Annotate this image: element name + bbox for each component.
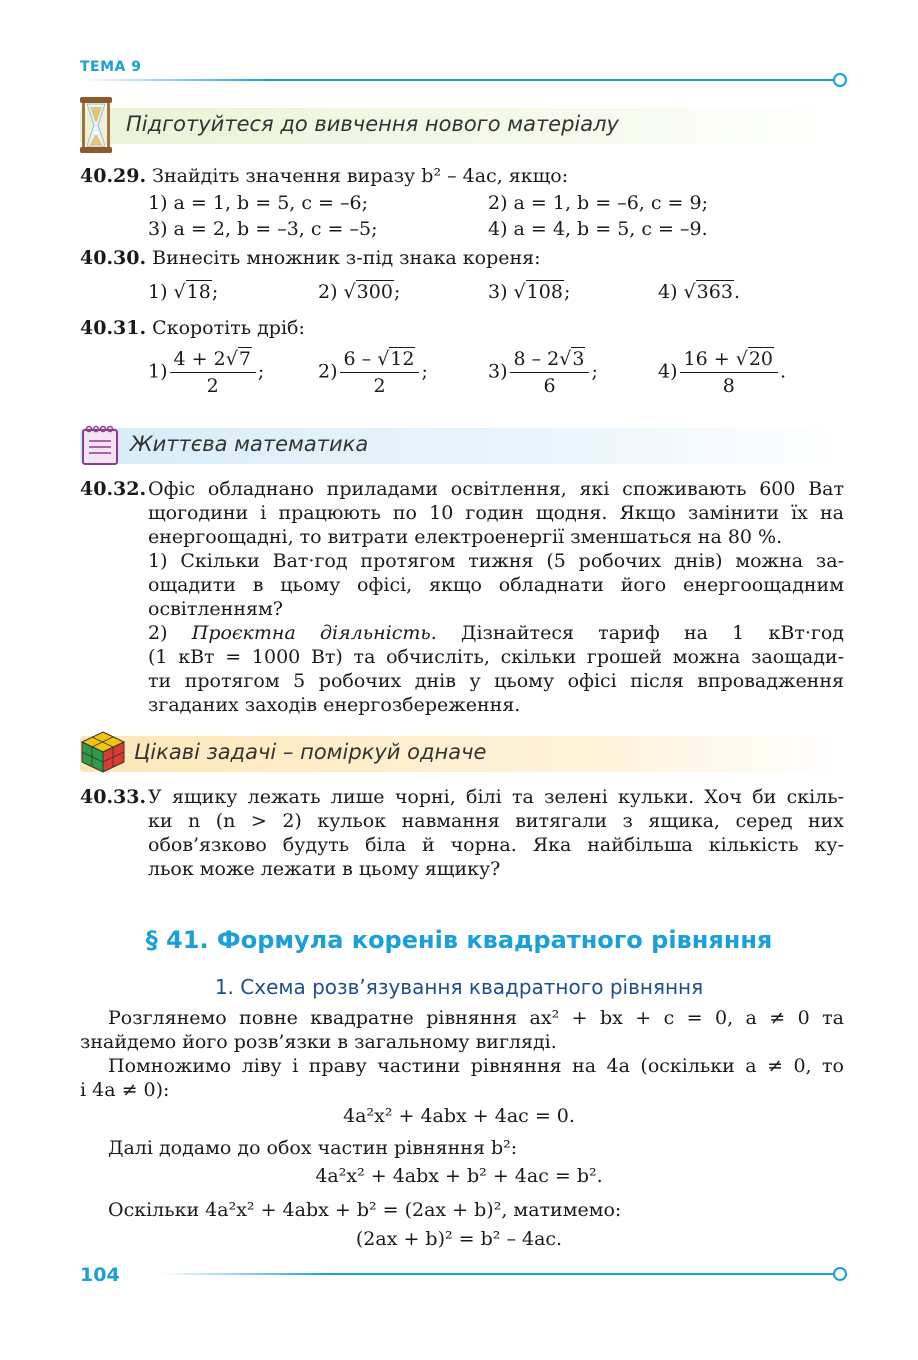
root-option-2: 2) √300; [318, 281, 401, 303]
fraction: $\frac{16 + √20}{8}$ [680, 346, 778, 399]
header-rule-dot [833, 73, 847, 87]
root-option-3: 3) √108; [488, 281, 571, 303]
topic-label: ТЕМА 9 [80, 59, 142, 75]
equation-1: 4a²x² + 4abx + 4ac = 0. [343, 1105, 575, 1127]
problem-40-30 [80, 246, 541, 270]
root-option-1: 1) √18; [148, 281, 219, 303]
problem-number: 40.29. [80, 165, 147, 187]
hourglass-icon [78, 95, 114, 155]
option-2: 2) a = 1, b = –6, c = 9; [488, 192, 708, 214]
fraction: $\frac{4 + 2√7}{2}$ [170, 346, 256, 399]
problem-40-33-text: У ящику лежать лише чорні, білі та зелені кульки. Хоч би скіль- ки n (n > 2) кульок навмання витягали з ящика, серед них обов’язково будуть біла й чорна. Яка найбільша кількість ку- льок може лежати в цьому ящику? [148, 786, 844, 880]
paragraph-3: Далі додамо до обох частин рівняння b²: [108, 1137, 518, 1159]
problem-40-32-question-1: 1) Скільки Ват·год протягом тижня (5 робочих днів) можна за- ощадити в цьому офісі, якщо обладнати його енергоощадним освітленням? [148, 550, 844, 620]
radicand: 108 [526, 281, 563, 303]
root-option-4: 4) √363. [658, 281, 740, 303]
problem-40-32-text: Офіс обладнано приладами освітлення, які споживають 600 Ват щогодини і працюють по 10 годин щодня. Якщо замінити їх на енергоощадні, то витрати електроенергії зменшаться на 80 %. [148, 478, 844, 548]
section-subtitle: 1. Схема розв’язування квадратного рівняння [214, 975, 704, 999]
header-rule [80, 79, 836, 81]
option-4: 4) a = 4, b = 5, c = –9. [488, 218, 708, 240]
banner-fun-title: Цікаві задачі – поміркуй одначе [134, 740, 487, 764]
problem-text: Винесіть множник з-під знака кореня: [152, 247, 541, 269]
problem-40-29 [80, 164, 568, 188]
problem-40-32-question-2: 2) Проєктна діяльність. Дізнайтеся тариф на 1 кВт·год (1 кВт = 1000 Вт) та обчисліть, скільки грошей можна заощади- ти протягом 5 робочих днів у цьому офісі після впровадження згаданих заходів енергозбереження. [148, 622, 844, 716]
paragraph-4: Оскільки 4a²x² + 4abx + b² = (2ax + b)², матимемо: [108, 1199, 622, 1221]
option-3: 3) a = 2, b = –3, c = –5; [148, 218, 378, 240]
banner-life-title: Життєва математика [130, 432, 369, 456]
problem-text: Знайдіть значення виразу b² – 4ac, якщо: [152, 165, 569, 187]
fraction: $\frac{6 - √12}{2}$ [340, 346, 420, 399]
fraction-option-1: 1) $\frac{4 + 2√7}{2}$ ; [148, 348, 265, 397]
problem-number: 40.31. [80, 317, 147, 339]
problem-40-31 [80, 316, 305, 340]
fraction: $\frac{8 - 2√3}{6}$ [510, 346, 590, 399]
fraction-option-4: 4) $\frac{16 + √20}{8}$ . [658, 348, 787, 397]
paragraph-1: Розглянемо повне квадратне рівняння ax² + bx + c = 0, a ≠ 0 та знайдемо його розв’язки в загальному вигляді. [80, 1007, 844, 1053]
option-1: 1) a = 1, b = 5, c = –6; [148, 192, 368, 214]
radicand: 363 [696, 281, 733, 303]
notepad-icon [80, 424, 120, 466]
equation-3: (2ax + b)² = b² – 4ac. [355, 1228, 563, 1250]
section-title: § 41. Формула коренів квадратного рівняння [145, 926, 773, 954]
fraction-option-3: 3) $\frac{8 - 2√3}{6}$ ; [488, 348, 598, 397]
project-activity-label: Проєктна діяльність. [191, 622, 437, 644]
page-number: 104 [80, 1264, 120, 1286]
problem-number: 40.33. [80, 786, 147, 808]
problem-number: 40.30. [80, 247, 147, 269]
radicand: 18 [186, 281, 211, 303]
fraction-option-2: 2) $\frac{6 - √12}{2}$ ; [318, 348, 428, 397]
radicand: 300 [356, 281, 393, 303]
equation-2: 4a²x² + 4abx + b² + 4ac = b². [315, 1165, 603, 1187]
problem-text: Скоротіть дріб: [152, 317, 305, 339]
cube-icon [80, 730, 126, 774]
footer-rule-dot [833, 1267, 847, 1281]
paragraph-2: Помножимо ліву і праву частини рівняння на 4a (оскільки a ≠ 0, то і 4a ≠ 0): [80, 1055, 844, 1101]
footer-rule [160, 1273, 836, 1275]
problem-number: 40.32. [80, 478, 147, 500]
banner-prepare-title: Підготуйтеся до вивчення нового матеріалу [126, 112, 619, 136]
